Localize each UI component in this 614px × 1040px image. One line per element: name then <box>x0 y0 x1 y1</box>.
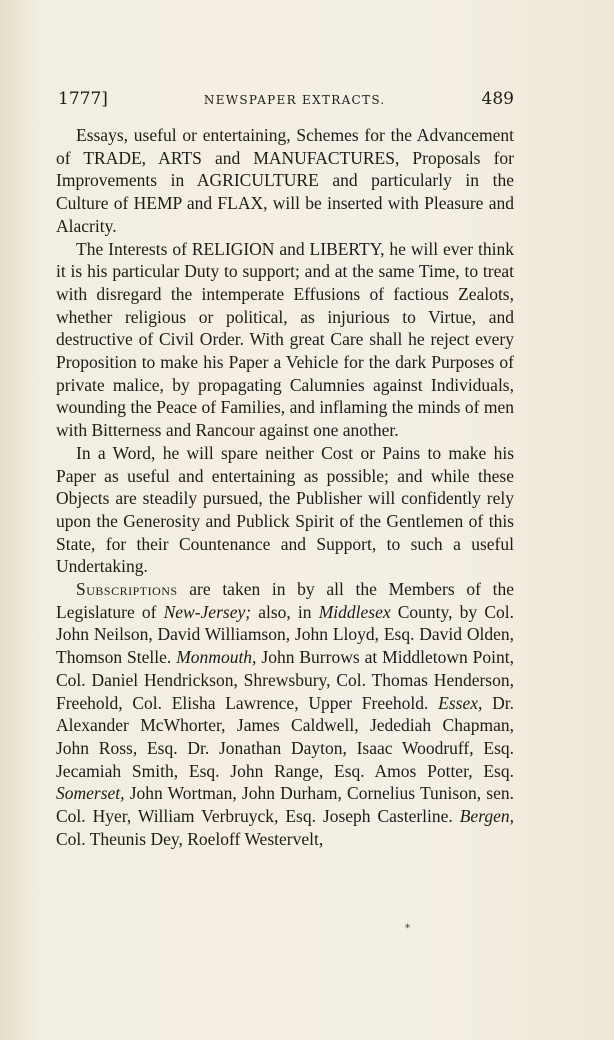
place-middlesex: Middlesex <box>318 601 391 622</box>
footer-mark: * <box>405 923 410 934</box>
subscriptions-text-4: John Burrows at Middletown Point, Col. Daniel Hendrickson, Shrewsbury, Col. Thomas Henderson, Freehold, Col. Elisha Lawrence, Upper Freehold. <box>56 647 514 713</box>
subscriptions-text-6: John Wortman, John Durham, Cornelius Tunison, sen. Col. Hyer, William Verbruyck, Esq. Joseph Casterline. <box>56 783 514 827</box>
subscriptions-text-1: are taken in by all the Members of the Legislature of <box>56 579 514 622</box>
subscriptions-text-2: also, in <box>251 601 319 622</box>
place-essex: Essex, <box>438 692 483 713</box>
header-year: 1777] <box>58 89 108 109</box>
subscriptions-text-3: County, by Col. John Neilson, David Williamson, John Lloyd, Esq. David Olden, Thomson Stelle. <box>56 601 514 668</box>
paragraph-in-a-word: In a Word, he will spare neither Cost or Pains to make his Paper as useful and entertaining as possible; and while these Objects are steadily pursued, the Publisher will confidently rely upon the Generosity and Publick Spirit of the Gentlemen of this State, for their Countenance and Support, to such a useful Undertaking. <box>56 442 514 577</box>
subscriptions-text-5: Dr. Alexander McWhorter, James Caldwell, Jedediah Chapman, John Ross, Esq. Dr. Jonathan Dayton, Isaac Woodruff, Esq. Jecamiah Smith, Esq. John Range, Esq. Amos Potter, Esq. <box>56 692 514 781</box>
body-text <box>56 124 514 851</box>
place-new-jersey: New-Jersey; <box>163 601 252 622</box>
place-bergen: Bergen, <box>459 806 514 827</box>
header-title: NEWSPAPER EXTRACTS. <box>203 93 386 107</box>
paragraph-subscriptions <box>56 578 514 850</box>
subscriptions-lead: Subscriptions <box>76 579 178 600</box>
paragraph-essays: Essays, useful or entertaining, Schemes for the Advancement of TRADE, ARTS and MANUFACTURES, Proposals for Improvements in AGRICULTURE and particularly in the Culture of HEMP and FLAX, will be inserted with Pleasure and Alacrity. <box>56 125 514 236</box>
place-somerset: Somerset, <box>56 783 125 804</box>
running-header <box>58 89 514 109</box>
page-number: 489 <box>481 89 514 109</box>
subscriptions-text-7: Col. Theunis Dey, Roeloff Westervelt, <box>56 828 324 849</box>
place-monmouth: Monmouth, <box>176 647 257 668</box>
paragraph-interests: The Interests of RELIGION and LIBERTY, he will ever think it is his particular Duty to support; and at the same Time, to treat with disregard the intemperate Effusions of factious Zealots, whether religious or political, as injurious to Virtue, and destructive of Civil Order. With great Care shall he reject every Proposition to make his Paper a Vehicle for the dark Purposes of private malice, by propagating Calumnies against Individuals, wounding the Peace of Families, and inflaming the minds of men with Bitterness and Rancour against one another. <box>56 238 514 441</box>
